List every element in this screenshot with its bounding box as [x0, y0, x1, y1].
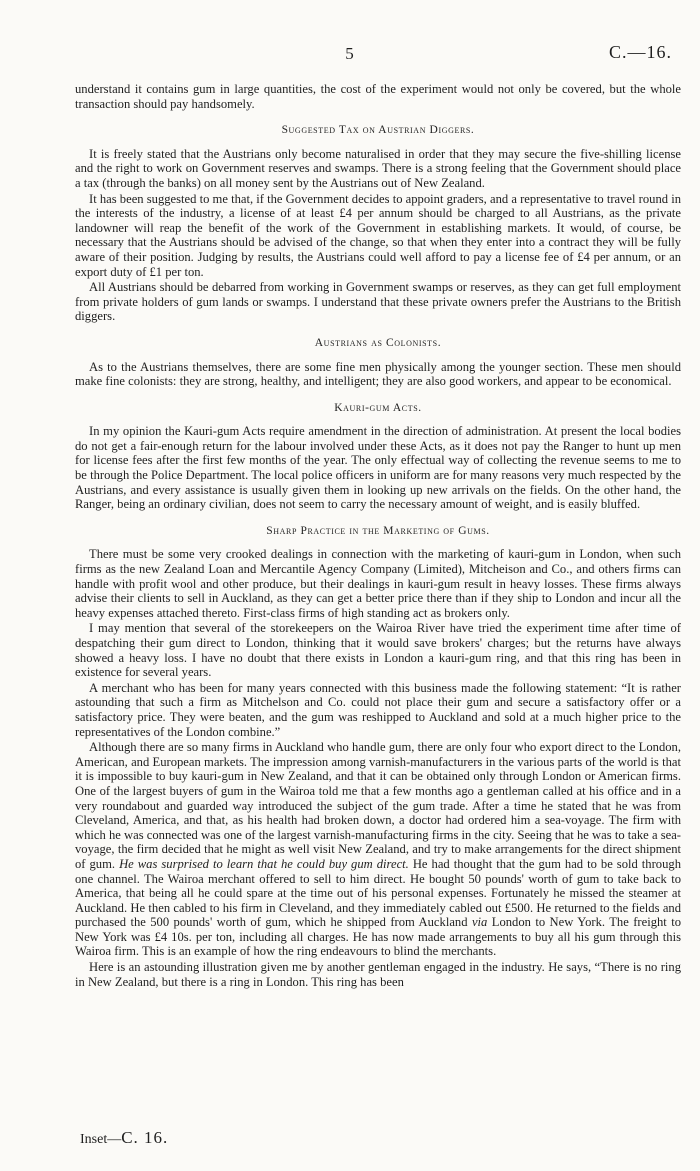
inset-ref: C. 16.: [121, 1128, 169, 1147]
paragraph: Here is an astounding illustration given me by another gentleman engaged in the industry. He says, “There is no ring in New Zealand, but there is a ring in London. This ring has been: [75, 960, 681, 989]
section-heading: Austrians as Colonists.: [314, 336, 442, 349]
paragraph: All Austrians should be debarred from working in Government swamps or reserves, as they can get full employment from private holders of gum lands or swamps. I understand that these private owners prefer the Austrians to the British diggers.: [75, 280, 681, 324]
inset-label: Inset—: [80, 1132, 122, 1147]
body-text: [75, 82, 681, 990]
inset-reference: [80, 1128, 168, 1148]
document-reference: C.—16.: [608, 42, 672, 62]
paragraph: understand it contains gum in large quantities, the cost of the experiment would not only be covered, but the whole transaction should pay handsomely.: [75, 82, 681, 111]
paragraph-text: London to New York. The freight to New York was £4 10s. per ton, including all charges. He has now made arrangements to buy all his gum through this Wairoa firm. This is an example of how the ring endeavours to blind the merchants.: [75, 915, 681, 959]
paragraph: It has been suggested to me that, if the Government decides to appoint graders, and a representative to travel round in the interests of the industry, a license of at least £4 per annum should be charged to all Austrians, as the private landowner will reap the benefit of the work of the Government in establishing markets. It would, of course, be necessary that the Austrians should be advised of the change, so that when they enter into a contract they will be fully aware of their position. Judging by results, the Austrians could well afford to pay a license fee of £4 per annum, or an export duty of £1 per ton.: [75, 191, 681, 279]
italic-text: via: [471, 915, 488, 930]
paragraph-text: Although there are so many firms in Auckland who handle gum, there are only four who export direct to the London, American, and European markets. The impression among varnish-manufacturers in the various parts of the world is that it is impossible to buy kauri-gum in New Zealand, and that it can be obtained only through London or American firms. One of the largest buyers of gum in the Wairoa told me that a few months ago a gentleman called at his office and in a very roundabout and guarded way introduced the subject of the gum trade. After a time he stated that he was from Cleveland, America, and that, as his health had broken down, a doctor had ordered him a sea-voyage. The firm with which he was connected was one of the largest varnish-manufacturing firms in the city. Seeing that he was to take a sea-voyage, the firm decided that he might as well visit New Zealand, and try to make arrangements for the direct shipment of gum.: [75, 740, 681, 871]
paragraph: I may mention that several of the storekeepers on the Wairoa River have tried the experiment time after time of despatching their gum direct to London, thinking that it would save brokers' charges; but the returns have always showed a heavy loss. I have no doubt that there exists in London a kauri-gum ring, and that this ring has been in existence for several years.: [75, 621, 681, 680]
paragraph: As to the Austrians themselves, there are some fine men physically among the younger section. These men should make fine colonists: they are strong, healthy, and intelligent; they are also good workers, and appear to be economical.: [75, 359, 681, 389]
paragraph: There must be some very crooked dealings in connection with the marketing of kauri-gum in London, when such firms as the new Zealand Loan and Mercantile Agency Company (Limited), Mitcheison and Co., and others firms can handle with profit wool and other produce, but their dealings in kauri-gum result in heavy losses. These firms always advise their clients to sell in Auckland, as they can get a better price there than if they ship to London and incur all the heavy expenses attached thereto. First-class firms of high standing act as brokers only.: [75, 547, 681, 620]
section-heading: Suggested Tax on Austrian Diggers.: [281, 124, 475, 137]
italic-text: He was surprised to learn that he could buy gum direct.: [119, 856, 409, 871]
section-heading: Sharp Practice in the Marketing of Gums.: [266, 524, 490, 537]
page-number: 5: [345, 44, 355, 63]
paragraph: [75, 740, 681, 959]
paragraph: A merchant who has been for many years connected with this business made the following statement: “It is rather astounding that such a firm as Mitchelson and Co. could not place their gum and secure a satisfactory offer or a satisfactory price. They were beaten, and the gum was reshipped to Auckland and sold at a much higher price to the representatives of the London combine.”: [75, 680, 681, 739]
paragraph: In my opinion the Kauri-gum Acts require amendment in the direction of administration. At present the local bodies do not get a fair-enough return for the labour involved under these Acts, as it does not pay the Ranger to hunt up men for license fees after the first few months of the year. The only effectual way of collecting the revenue seems to me to be through the Police Department. The local police officers in uniform are for many reasons very much respected by the Austrians, and every assistance is usually given them in looking up new arrivals on the fields. On the other hand, the Ranger, being an ordinary civilian, does not seem to carry the necessary amount of weight, and is easily bluffed.: [75, 424, 681, 512]
section-heading: Kauri-gum Acts.: [334, 401, 422, 414]
paragraph-text: He had thought that the gum had to be sold through one channel. The Wairoa merchant offered to sell to him direct. He bought 50 pounds' worth of gum to take back to America, that being all he could spare at the time out of his personal expenses. Fortunately he missed the steamer at Auckland. He then cabled to his firm in Cleveland, and they immediately cabled out £500. He returned to the fields and purchased the 500 pounds' worth of gum, which he shipped from Auckland: [75, 856, 681, 930]
paragraph: It is freely stated that the Austrians only become naturalised in order that they may secure the five-shilling license and the right to work on Government reserves and swamps. There is a strong feeling that the Government should place a tax (through the banks) on all money sent by the Austrians out of New Zealand.: [75, 146, 681, 190]
